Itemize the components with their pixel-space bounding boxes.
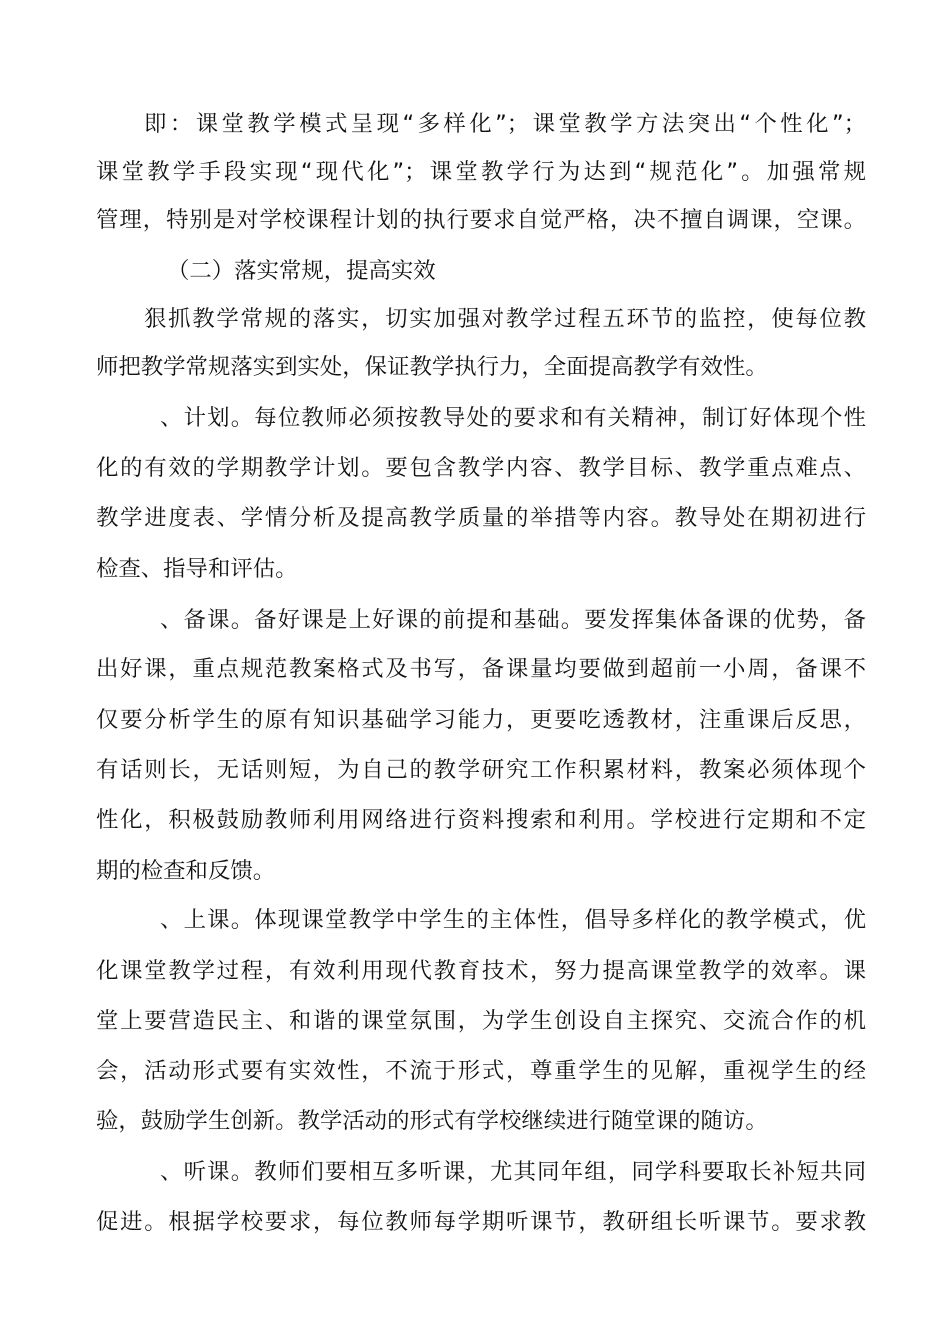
text-line: 管理，特别是对学校课程计划的执行要求自觉严格，决不擅自调课，空课。 <box>96 207 866 233</box>
text-line: 有话则长，无话则短，为自己的教学研究工作积累材料，教案必须体现个 <box>96 757 866 783</box>
text-line: 性化，积极鼓励教师利用网络进行资料搜索和利用。学校进行定期和不定 <box>96 807 866 833</box>
text-line: 师把教学常规落实到实处，保证教学执行力，全面提高教学有效性。 <box>96 354 768 380</box>
text-line: 化课堂教学过程，有效利用现代教育技术，努力提高课堂教学的效率。课 <box>96 958 866 984</box>
text-line: 教学进度表、学情分析及提高教学质量的举措等内容。教导处在期初进行 <box>96 505 866 531</box>
text-line: 、上课。体现课堂教学中学生的主体性，倡导多样化的教学模式，优 <box>160 907 866 933</box>
section-heading: （二）落实常规，提高实效 <box>167 258 436 284</box>
text-line: 期的检查和反馈。 <box>96 858 276 884</box>
text-line: 课堂教学手段实现“现代化”；课堂教学行为达到“规范化”。加强常规 <box>96 159 866 185</box>
text-line: 、计划。每位教师必须按教导处的要求和有关精神，制订好体现个性 <box>160 405 866 431</box>
text-line: 验，鼓励学生创新。教学活动的形式有学校继续进行随堂课的随访。 <box>96 1108 768 1134</box>
text-line: 促进。根据学校要求，每位教师每学期听课节，教研组长听课节。要求教 <box>96 1209 866 1235</box>
text-line: 堂上要营造民主、和谐的课堂氛围，为学生创设自主探究、交流合作的机 <box>96 1008 866 1034</box>
text-line: 仅要分析学生的原有知识基础学习能力，更要吃透教材，注重课后反思， <box>96 707 866 733</box>
text-line: 化的有效的学期教学计划。要包含教学内容、教学目标、教学重点难点、 <box>96 455 866 481</box>
text-line: 检查、指导和评估。 <box>96 556 298 582</box>
text-line: 、听课。教师们要相互多听课，尤其同年组，同学科要取长补短共同 <box>160 1159 866 1185</box>
text-line: 会，活动形式要有实效性，不流于形式，尊重学生的见解，重视学生的经 <box>96 1058 866 1084</box>
text-line: 即：课堂教学模式呈现“多样化”；课堂教学方法突出“个性化”； <box>144 111 866 137</box>
text-line: 狠抓教学常规的落实，切实加强对教学过程五环节的监控，使每位教 <box>144 306 866 332</box>
text-line: 、备课。备好课是上好课的前提和基础。要发挥集体备课的优势，备 <box>160 607 866 633</box>
text-line: 出好课，重点规范教案格式及书写，备课量均要做到超前一小周，备课不 <box>96 656 866 682</box>
